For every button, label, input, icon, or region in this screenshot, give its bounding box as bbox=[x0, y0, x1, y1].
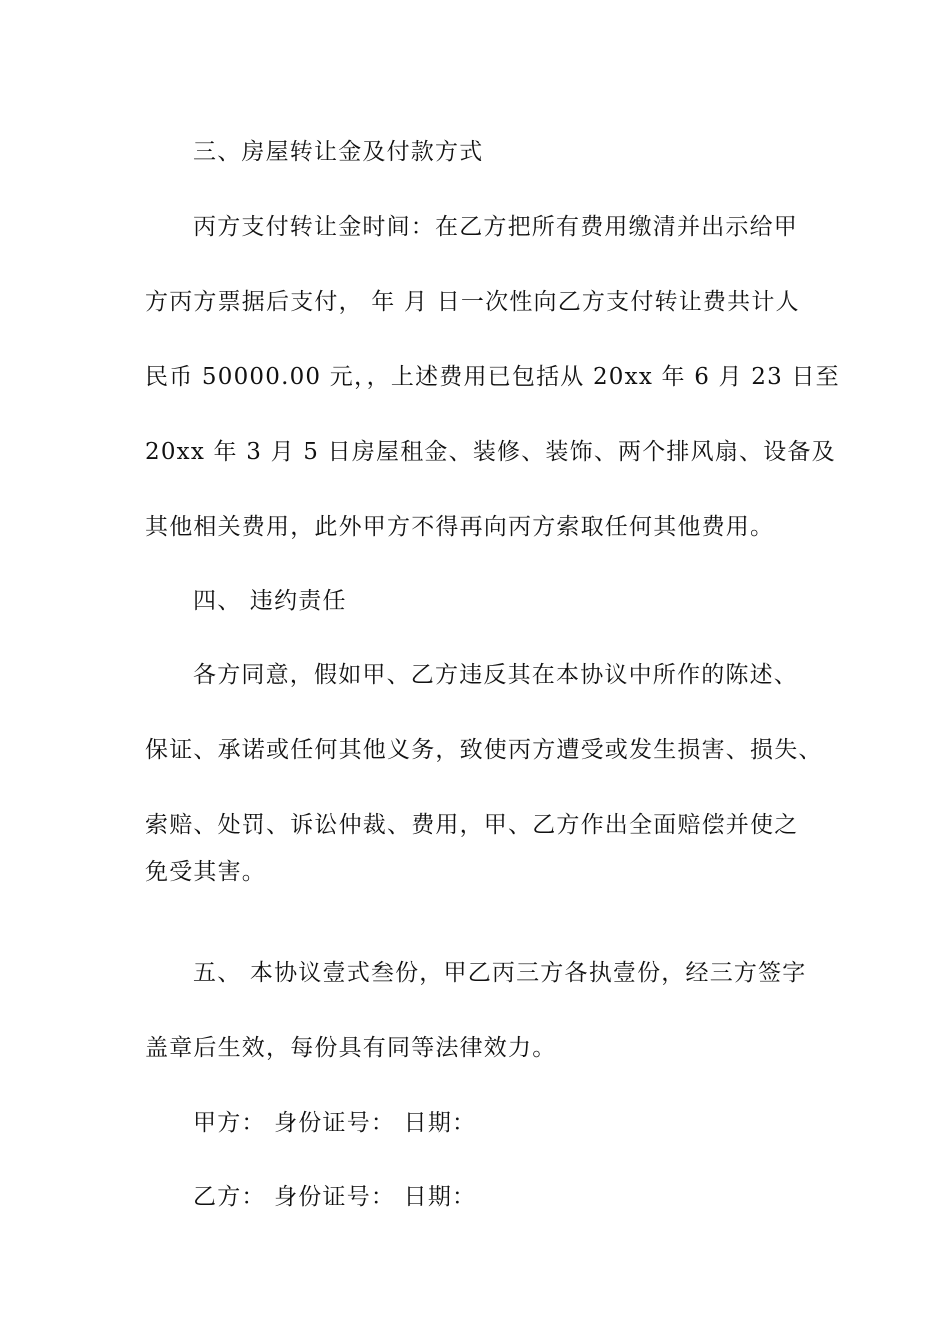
section-five-line: 五、 本协议壹式叁份，甲乙丙三方各执壹份，经三方签字 bbox=[193, 960, 807, 986]
paragraph-line: 盖章后生效，每份具有同等法律效力。 bbox=[145, 1035, 557, 1061]
paragraph-line: 各方同意，假如甲、乙方违反其在本协议中所作的陈述、 bbox=[193, 662, 798, 688]
paragraph-line: 保证、承诺或任何其他义务，致使丙方遭受或发生损害、损失、 bbox=[145, 737, 823, 763]
paragraph-line: 其他相关费用，此外甲方不得再向丙方索取任何其他费用。 bbox=[145, 514, 775, 540]
paragraph-line: 民币 50000.00 元，，上述费用已包括从 20xx 年 6 月 23 日至 bbox=[145, 364, 840, 390]
section-four-heading: 四、 违约责任 bbox=[193, 588, 347, 614]
paragraph-line: 免受其害。 bbox=[145, 859, 266, 885]
section-three-heading: 三、房屋转让金及付款方式 bbox=[193, 139, 484, 165]
paragraph-line: 丙方支付转让金时间：在乙方把所有费用缴清并出示给甲 bbox=[193, 214, 798, 240]
party-b-signature-line: 乙方： 身份证号： 日期： bbox=[193, 1184, 477, 1210]
paragraph-line: 索赔、处罚、诉讼仲裁、费用，甲、乙方作出全面赔偿并使之 bbox=[145, 812, 799, 838]
party-a-signature-line: 甲方： 身份证号： 日期： bbox=[193, 1110, 477, 1136]
paragraph-line: 方丙方票据后支付， 年 月 日一次性向乙方支付转让费共计人 bbox=[145, 289, 800, 315]
paragraph-line: 20xx 年 3 月 5 日房屋租金、装修、装饰、两个排风扇、设备及 bbox=[145, 439, 836, 465]
